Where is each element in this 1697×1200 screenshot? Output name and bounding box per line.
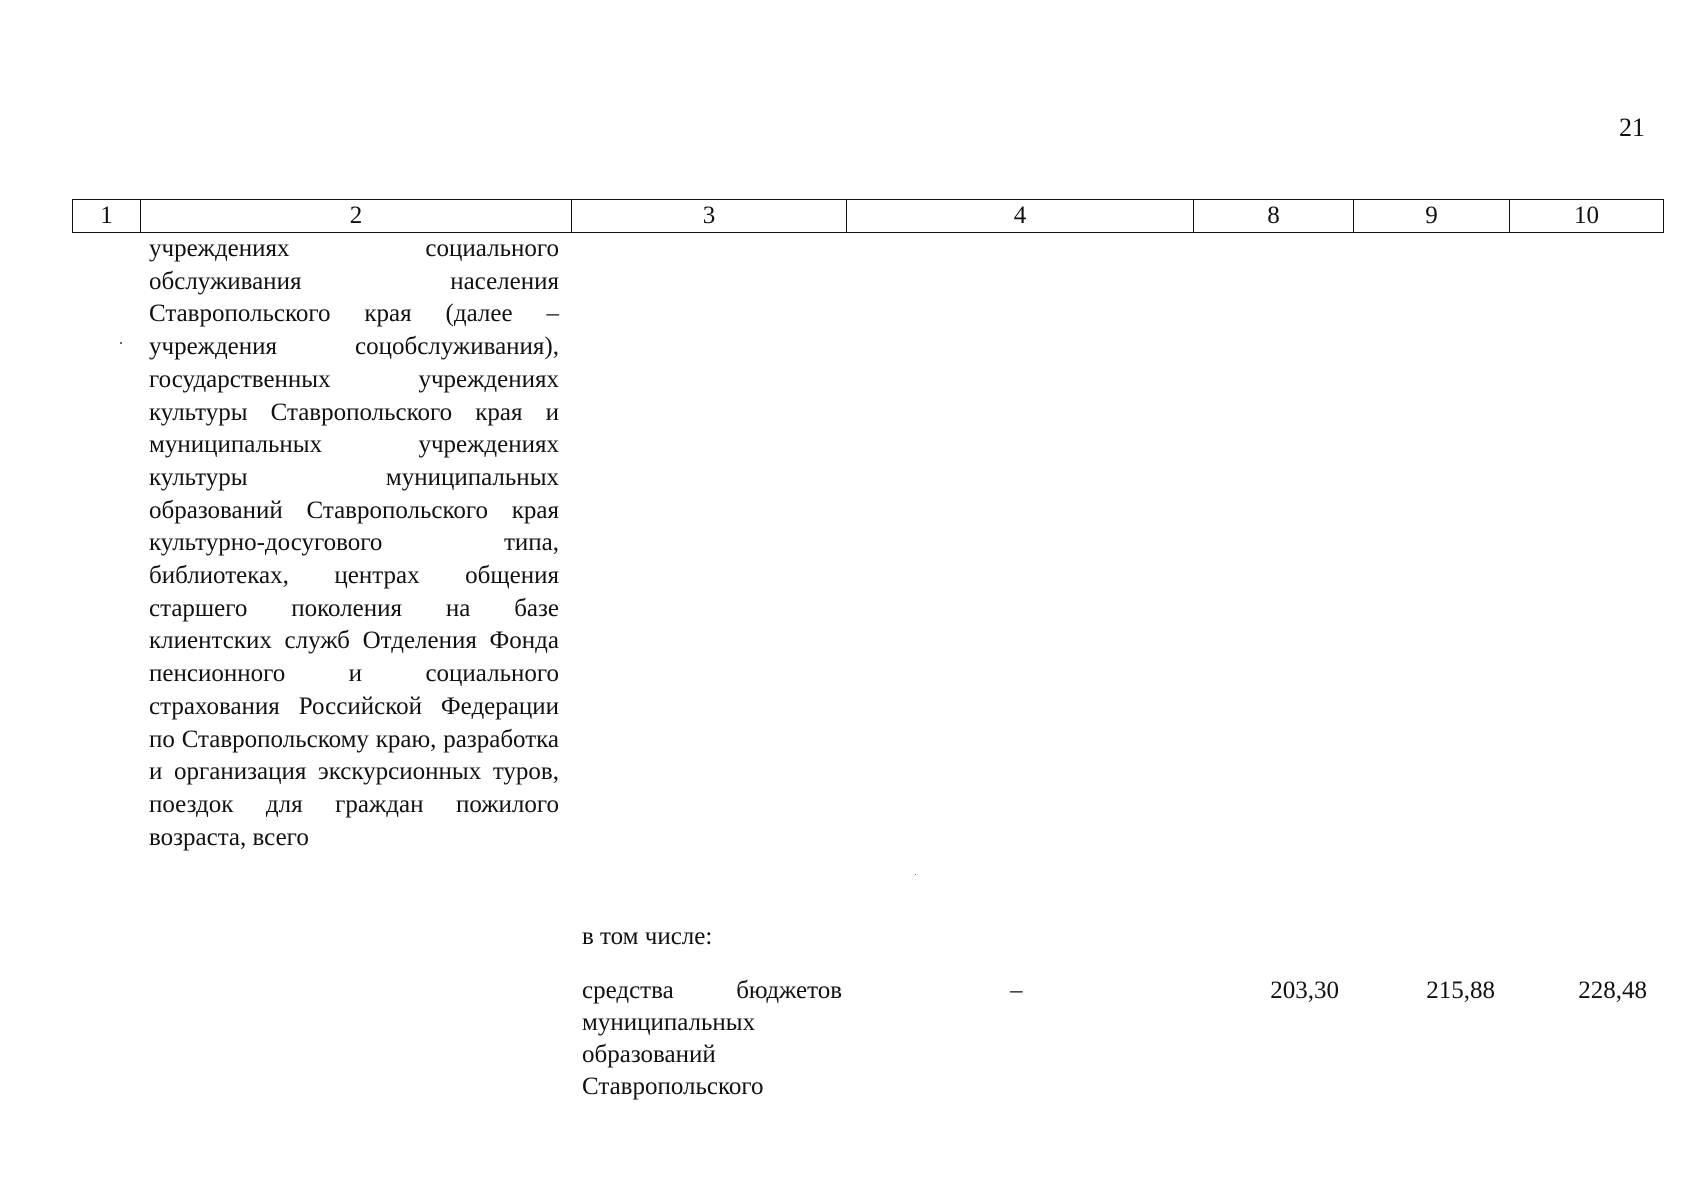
column-header-row (73, 200, 1664, 233)
funding-col10-value: 228,48 (1578, 977, 1647, 1004)
column-header-table (72, 199, 1664, 233)
column-header-10: 10 (1510, 200, 1664, 233)
row-description: учреждениях социального обслуживания населения Ставропольского края (далее – учреждения соцобслуживания), государственных учреждениях культуры Ставропольского края и муниципальных учреждениях культуры муниципальных образований Ставропольского края культурно-досугового типа, библиотеках, центрах общения старшего поколения на базе клиентских служб Отделения Фонда пенсионного и социального страхования Российской Федерации по Ставропольскому краю, разработка и организация экскурсионных туров, поездок для граждан пожилого возраста, всего (149, 235, 559, 851)
funding-col9-value: 215,88 (1426, 977, 1495, 1004)
funding-source-name: средства бюджетов муниципальных образований Ставропольского (582, 977, 842, 1100)
column-header-3: 3 (572, 200, 847, 233)
column-header-4: 4 (847, 200, 1194, 233)
column-header-1: 1 (73, 200, 141, 233)
scan-speck (915, 874, 916, 875)
page-number: 21 (1619, 113, 1645, 142)
scan-speck (120, 342, 122, 344)
column-header-8: 8 (1194, 200, 1354, 233)
column-header-9: 9 (1354, 200, 1510, 233)
column-header-2: 2 (141, 200, 572, 233)
funding-col8-value: 203,30 (1270, 977, 1339, 1004)
including-label: в том числе: (582, 923, 713, 950)
funding-col4-value: – (1010, 977, 1023, 1004)
